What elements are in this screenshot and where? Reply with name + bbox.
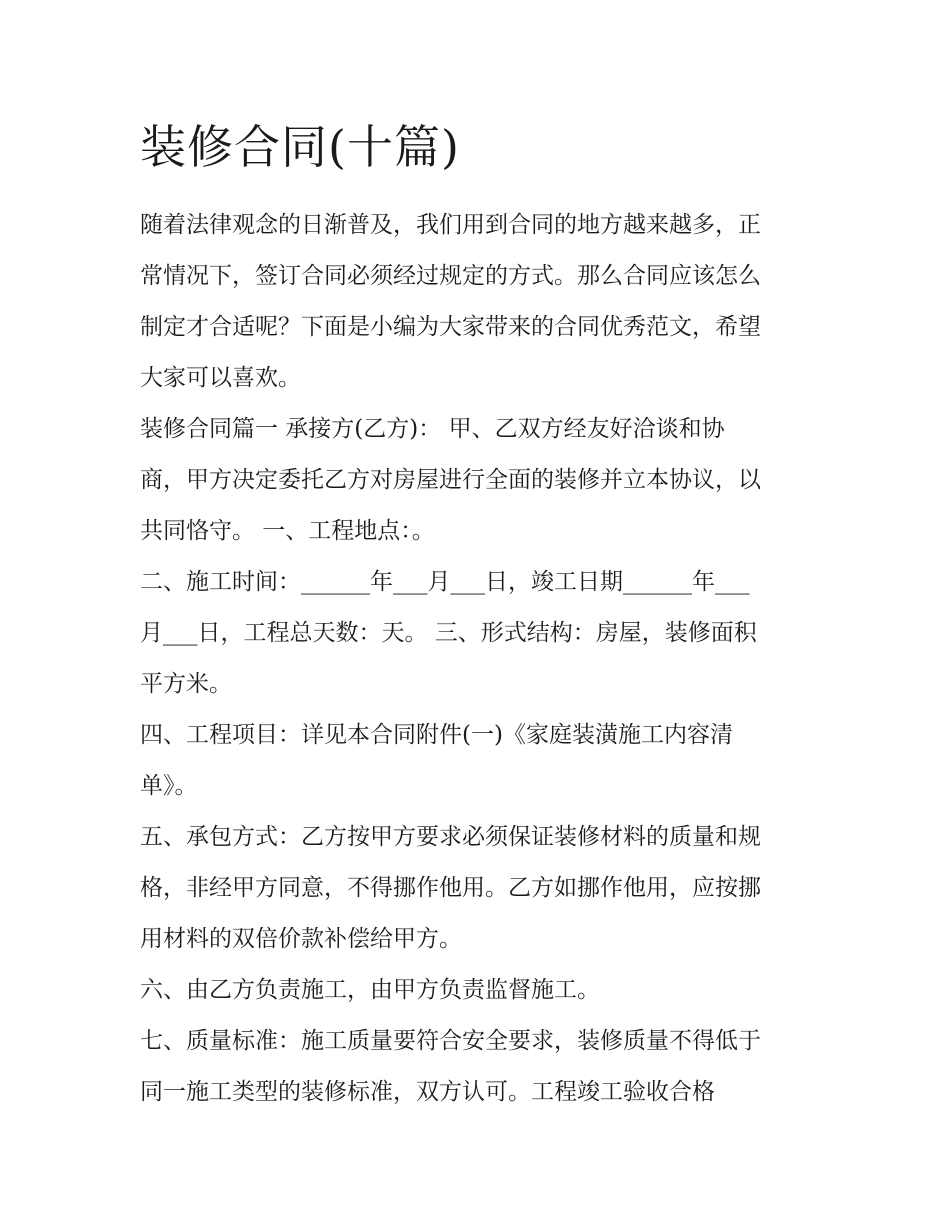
paragraph-line: 六、由乙方负责施工，由甲方负责监督施工。 <box>140 977 600 1003</box>
paragraph-line: 共同恪守。 一、工程地点：。 <box>140 518 435 544</box>
paragraph <box>140 200 816 404</box>
paragraph-line: 装修合同篇一 承接方(乙方)： 甲、乙双方经友好洽谈和协 <box>140 416 725 442</box>
paragraph-line: 四、工程项目：详见本合同附件(一)《家庭装潢施工内容清 <box>140 722 733 748</box>
paragraph-line: 平方米。 <box>140 671 232 697</box>
paragraph-line: 大家可以喜欢。 <box>140 365 301 391</box>
paragraph-line: 同一施工类型的装修标准，双方认可。工程竣工验收合格 <box>140 1079 715 1105</box>
paragraph-line: 格，非经甲方同意，不得挪作他用。乙方如挪作他用，应按挪 <box>140 875 761 901</box>
paragraph-line: 二、施工时间：______年___月___日，竣工日期______年___ <box>140 569 750 595</box>
document-page <box>140 112 816 1118</box>
document-body <box>140 200 816 1118</box>
paragraph-line: 制定才合适呢？下面是小编为大家带来的合同优秀范文，希望 <box>140 314 761 340</box>
paragraph <box>140 965 816 1016</box>
paragraph-line: 用材料的双倍价款补偿给甲方。 <box>140 926 462 952</box>
paragraph <box>140 557 816 710</box>
paragraph-line: 商，甲方决定委托乙方对房屋进行全面的装修并立本协议，以 <box>140 467 761 493</box>
paragraph-line: 五、承包方式：乙方按甲方要求必须保证装修材料的质量和规 <box>140 824 761 850</box>
paragraph-line: 单》。 <box>140 773 198 799</box>
paragraph <box>140 710 816 812</box>
paragraph-line: 七、质量标准：施工质量要符合安全要求，装修质量不得低于 <box>140 1028 761 1054</box>
paragraph-line: 常情况下，签订合同必须经过规定的方式。那么合同应该怎么 <box>140 263 761 289</box>
paragraph-line: 月___日，工程总天数：天。 三、形式结构：房屋，装修面积 <box>140 620 757 646</box>
document-title: 装修合同(十篇) <box>140 120 460 174</box>
paragraph <box>140 1016 816 1118</box>
paragraph-line: 随着法律观念的日渐普及，我们用到合同的地方越来越多，正 <box>140 212 761 238</box>
paragraph <box>140 812 816 965</box>
paragraph <box>140 404 816 557</box>
